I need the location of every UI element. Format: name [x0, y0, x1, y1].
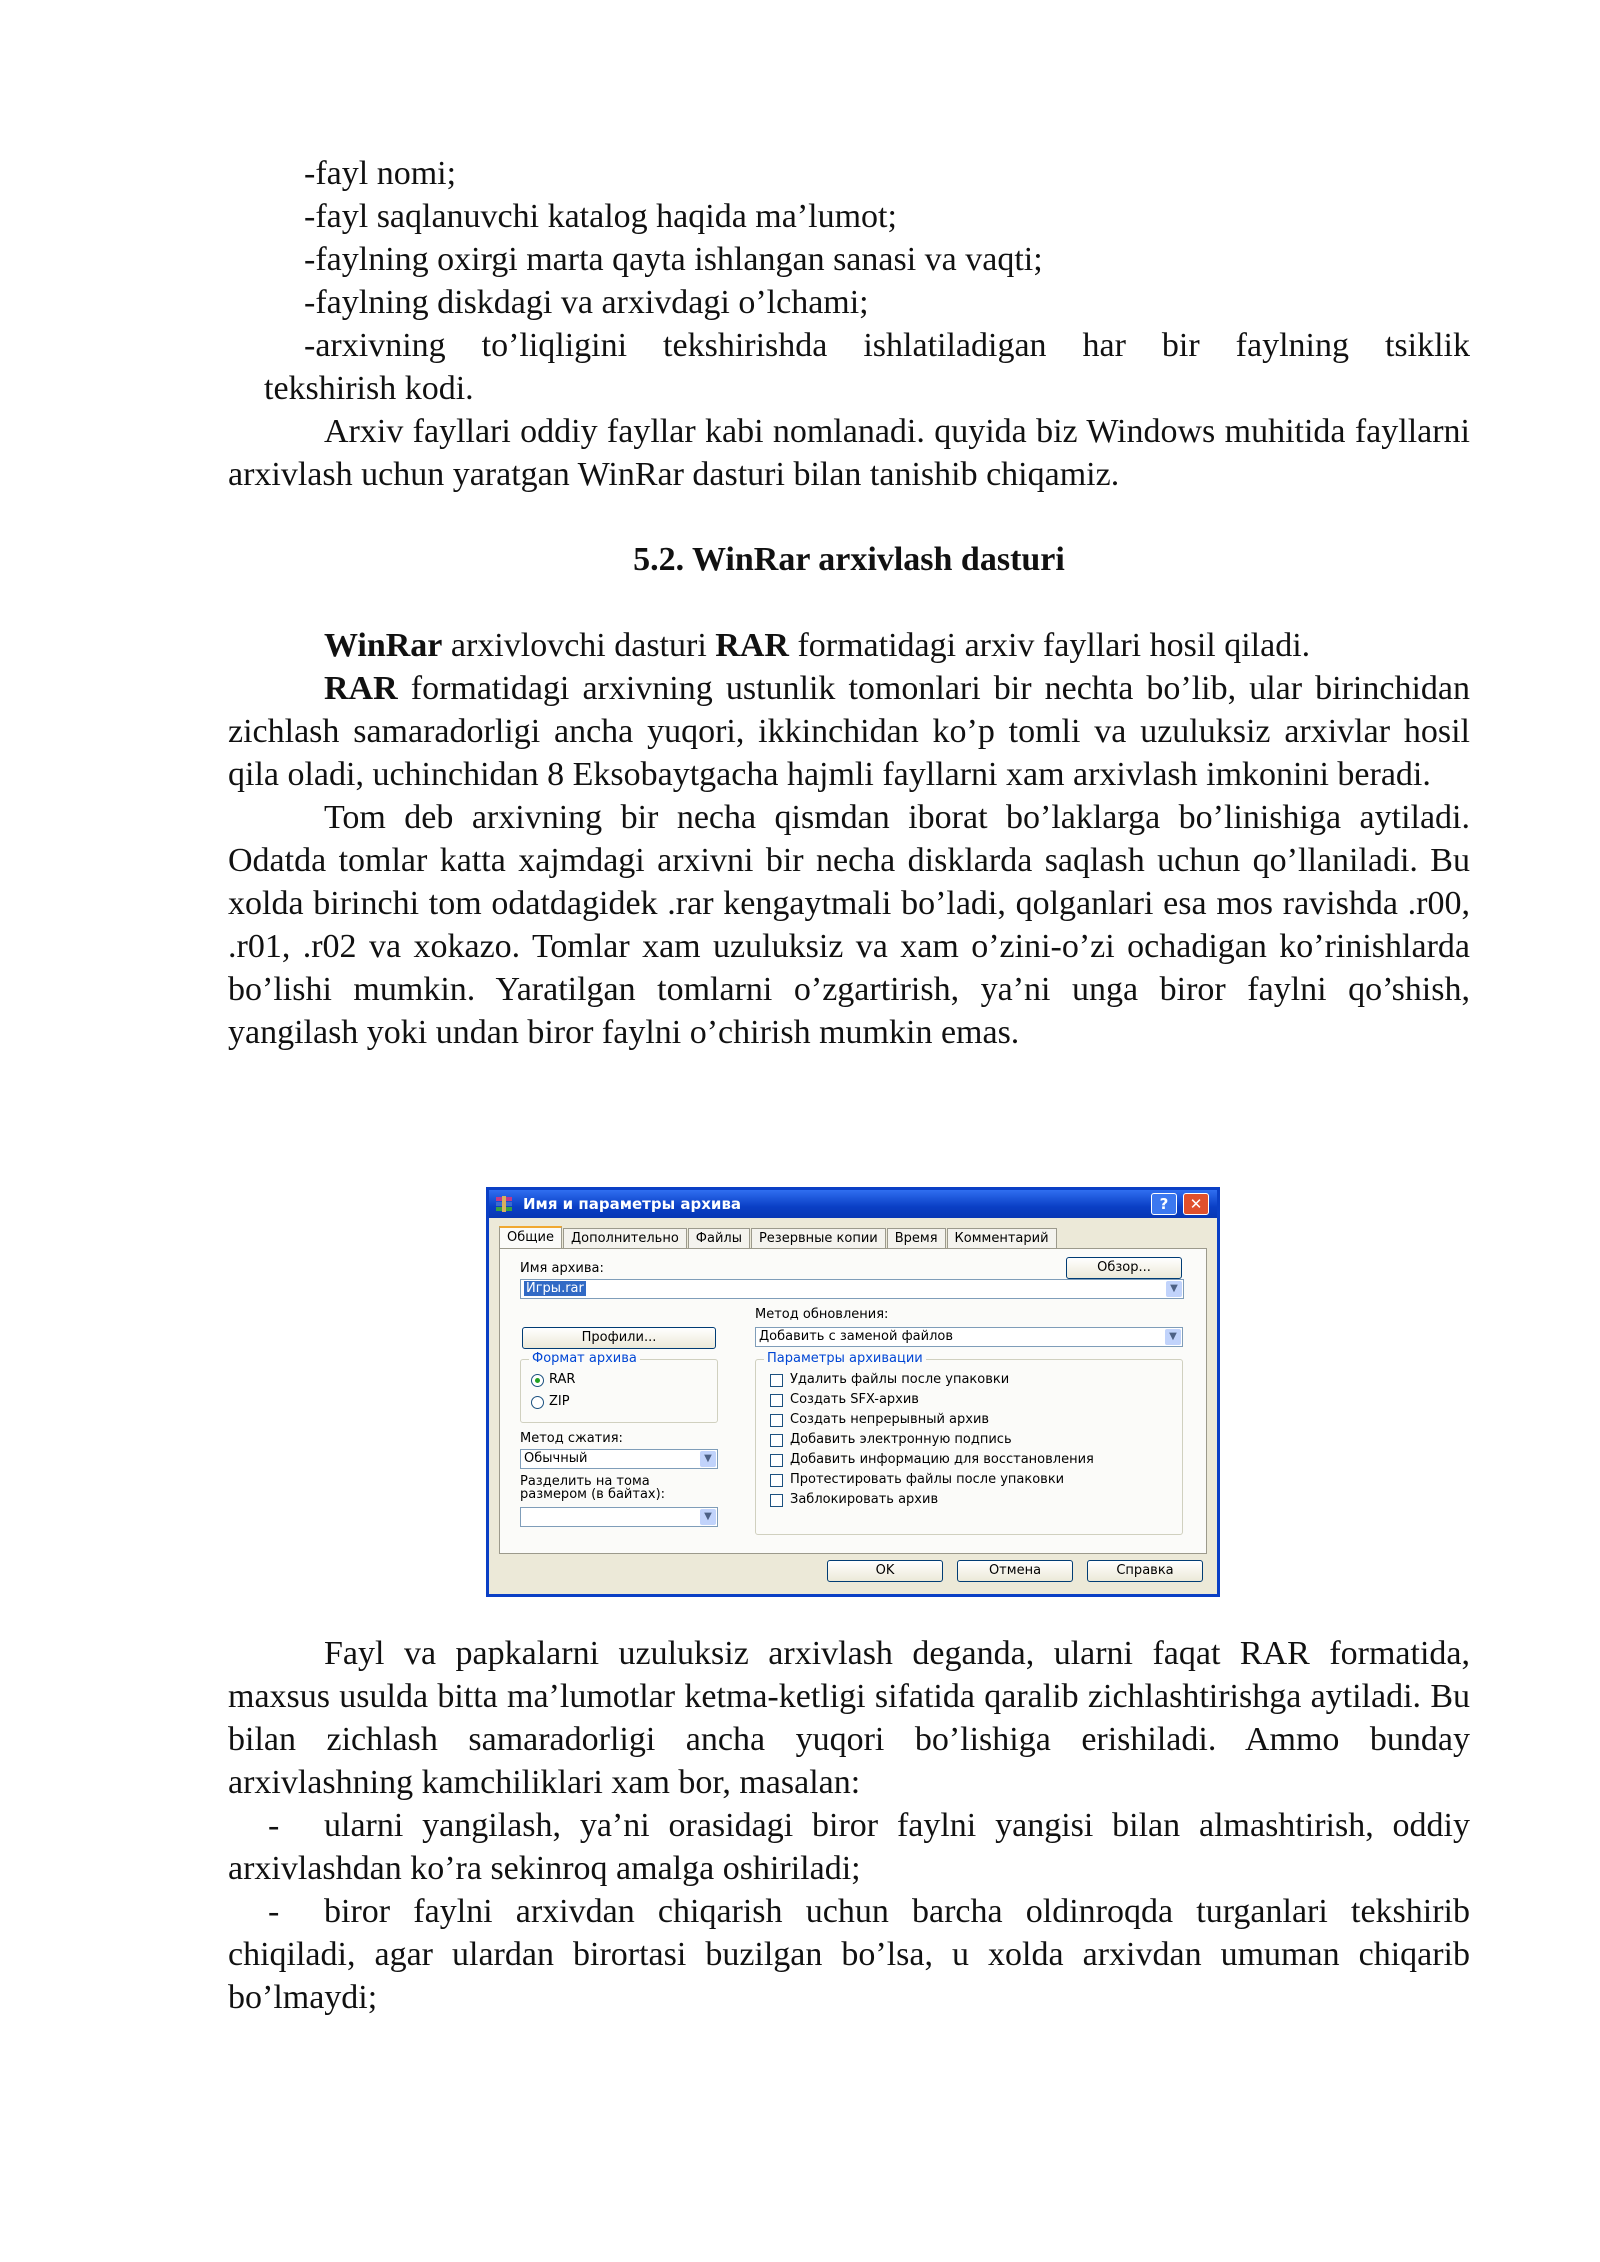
checkbox-option[interactable]: [770, 1374, 783, 1387]
tab-panel-general: [499, 1248, 1207, 1554]
heading-wrap: [228, 538, 1470, 581]
archive-options-group: [755, 1351, 1183, 1535]
checkbox-option[interactable]: [770, 1434, 783, 1447]
cancel-button[interactable]: Отмена: [957, 1560, 1073, 1582]
radio-rar[interactable]: [531, 1374, 544, 1387]
split-label: Разделить на тома размером (в байтах):: [520, 1474, 666, 1502]
radio-zip-label: ZIP: [549, 1394, 570, 1409]
profiles-button[interactable]: Профили...: [522, 1327, 716, 1349]
option-label: Протестировать файлы после упаковки: [790, 1472, 1065, 1487]
archive-format-group: [520, 1351, 718, 1423]
dialog-tabs: [499, 1226, 1058, 1248]
winrar-dialog: [486, 1187, 1220, 1597]
dialog-titlebar: [489, 1190, 1217, 1218]
compression-select[interactable]: Обычный ▼: [520, 1449, 718, 1469]
archive-options-caption: Параметры архивации: [764, 1351, 926, 1366]
tab-backup[interactable]: Резервные копии: [751, 1228, 886, 1249]
tab-general[interactable]: Общие: [499, 1226, 562, 1250]
list-dash: -: [268, 1807, 280, 1844]
tab-advanced[interactable]: Дополнительно: [563, 1228, 687, 1249]
paragraph: Fayl va papkalarni uzuluksiz arxivlash deganda, ularni faqat RAR formatida, maxsus usulda bitta ma’lumotlar ketma-ketligi sifatida qaralib zichlashtirishga aytiladi. Bu bilan zichlash samaradorligi ancha yuqori bo’lishiga erishiladi. Ammo bunday arxivlashning kamchiliklari xam bor, masalan:: [228, 1635, 1470, 1801]
checkbox-option[interactable]: [770, 1394, 783, 1407]
checkbox-option[interactable]: [770, 1454, 783, 1467]
body-block: [228, 624, 1470, 1054]
list-dash: -: [304, 284, 316, 321]
ok-button[interactable]: OK: [827, 1560, 943, 1582]
chevron-down-icon[interactable]: ▼: [1165, 1329, 1181, 1345]
tab-files[interactable]: Файлы: [688, 1228, 750, 1249]
archive-name-label: Имя архива:: [520, 1261, 604, 1276]
list-item: -fayl saqlanuvchi katalog haqida ma’lumot;: [304, 198, 897, 235]
split-size-select[interactable]: [520, 1507, 718, 1527]
winrar-app-icon: [495, 1195, 513, 1213]
browse-button[interactable]: Обзор...: [1066, 1257, 1182, 1279]
help-title-button[interactable]: ?: [1151, 1193, 1177, 1215]
list-item: -faylning oxirgi marta qayta ishlangan sanasi va vaqti;: [304, 241, 1043, 278]
radio-zip[interactable]: [531, 1396, 544, 1409]
checkbox-option[interactable]: [770, 1474, 783, 1487]
list-item: - ularni yangilash, ya’ni orasidagi biror faylni yangisi bilan almashtirish, oddiy arxivlashdan ko’ra sekinroq amalga oshiriladi;: [228, 1804, 1470, 1890]
chevron-down-icon[interactable]: ▼: [700, 1509, 716, 1525]
option-label: Заблокировать архив: [790, 1492, 939, 1507]
help-button[interactable]: Справка: [1087, 1560, 1203, 1582]
paragraph: WinRar arxivlovchi dasturi RAR formatidagi arxiv fayllari hosil qiladi.: [324, 627, 1311, 664]
list-item: -faylning diskdagi va arxivdagi o’lchami;: [304, 284, 869, 321]
archive-name-value: Игры.rar: [526, 1281, 584, 1296]
tab-comment[interactable]: Комментарий: [947, 1228, 1057, 1249]
paragraph: RAR formatidagi arxivning ustunlik tomonlari bir nechta bo’lib, ular birinchidan zichlash samaradorligi ancha yuqori, ikkinchidan ko’p tomli va uzuluksiz arxivlar hosil qila oladi, uchinchidan 8 Eksobaytgacha hajmli fayllarni xam arxivlash imkonini beradi.: [228, 670, 1470, 793]
list-item: - biror faylni arxivdan chiqarish uchun barcha oldinroqda turganlari tekshirib chiqiladi, agar ulardan birortasi buzilgan bo’lsa, u xolda arxivdan umuman chiqarib bo’lmaydi;: [228, 1890, 1470, 2019]
close-icon[interactable]: ✕: [1183, 1193, 1209, 1215]
paragraph: Tom deb arxivning bir necha qismdan iborat bo’laklarga bo’linishiga aytiladi. Odatda tomlar katta xajmdagi arxivni bir necha disklarda saqlash uchun qo’llaniladi. Bu xolda birinchi tom odatdagidek .rar kengaytmali bo’ladi, qolganlari esa mos ravishda .r00, .r01, .r02 va xokazo. Tomlar xam uzuluksiz va xam o’zini-o’zi ochadigan ko’rinishlarda bo’lishi mumkin. Yaratilgan tomlarni o’zgartirish, ya’ni unga biror faylni qo’shish, yangilash yoki undan biror faylni o’chirish mumkin emas.: [228, 799, 1470, 1051]
section-heading: 5.2. WinRar arxivlash dasturi: [633, 541, 1065, 578]
top-list: [228, 152, 1470, 496]
archive-format-caption: Формат архива: [529, 1351, 640, 1366]
chevron-down-icon[interactable]: ▼: [1166, 1281, 1182, 1297]
option-label: Создать SFX-архив: [790, 1392, 919, 1407]
compression-label: Метод сжатия:: [520, 1431, 623, 1446]
update-method-label: Метод обновления:: [755, 1307, 889, 1322]
list-dash: -: [304, 155, 316, 192]
radio-rar-label: RAR: [549, 1372, 576, 1387]
option-label: Создать непрерывный архив: [790, 1412, 990, 1427]
option-label: Добавить информацию для восстановления: [790, 1452, 1094, 1467]
list-item-continuation: tekshirish kodi.: [264, 370, 474, 407]
checkbox-option[interactable]: [770, 1414, 783, 1427]
list-dash: -: [304, 198, 316, 235]
list-item: -arxivning to’liqligini tekshirishda ishlatiladigan har bir faylning tsiklik: [304, 327, 1470, 364]
tab-time[interactable]: Время: [887, 1228, 946, 1249]
bottom-block: [228, 1632, 1470, 2019]
list-item: -fayl nomi;: [304, 155, 457, 192]
list-dash: -: [268, 1893, 280, 1930]
paragraph: Arxiv fayllari oddiy fayllar kabi nomlanadi. quyida biz Windows muhitida fayllarni arxivlash uchun yaratgan WinRar dasturi bilan tanishib chiqamiz.: [228, 413, 1470, 493]
option-label: Добавить электронную подпись: [790, 1432, 1012, 1447]
update-method-select[interactable]: Добавить с заменой файлов ▼: [755, 1327, 1183, 1347]
dialog-title: Имя и параметры архива: [523, 1195, 742, 1213]
option-label: Удалить файлы после упаковки: [790, 1372, 1010, 1387]
chevron-down-icon[interactable]: ▼: [700, 1451, 716, 1467]
list-dash: -: [304, 241, 316, 278]
checkbox-option[interactable]: [770, 1494, 783, 1507]
archive-name-input[interactable]: [520, 1279, 1184, 1299]
